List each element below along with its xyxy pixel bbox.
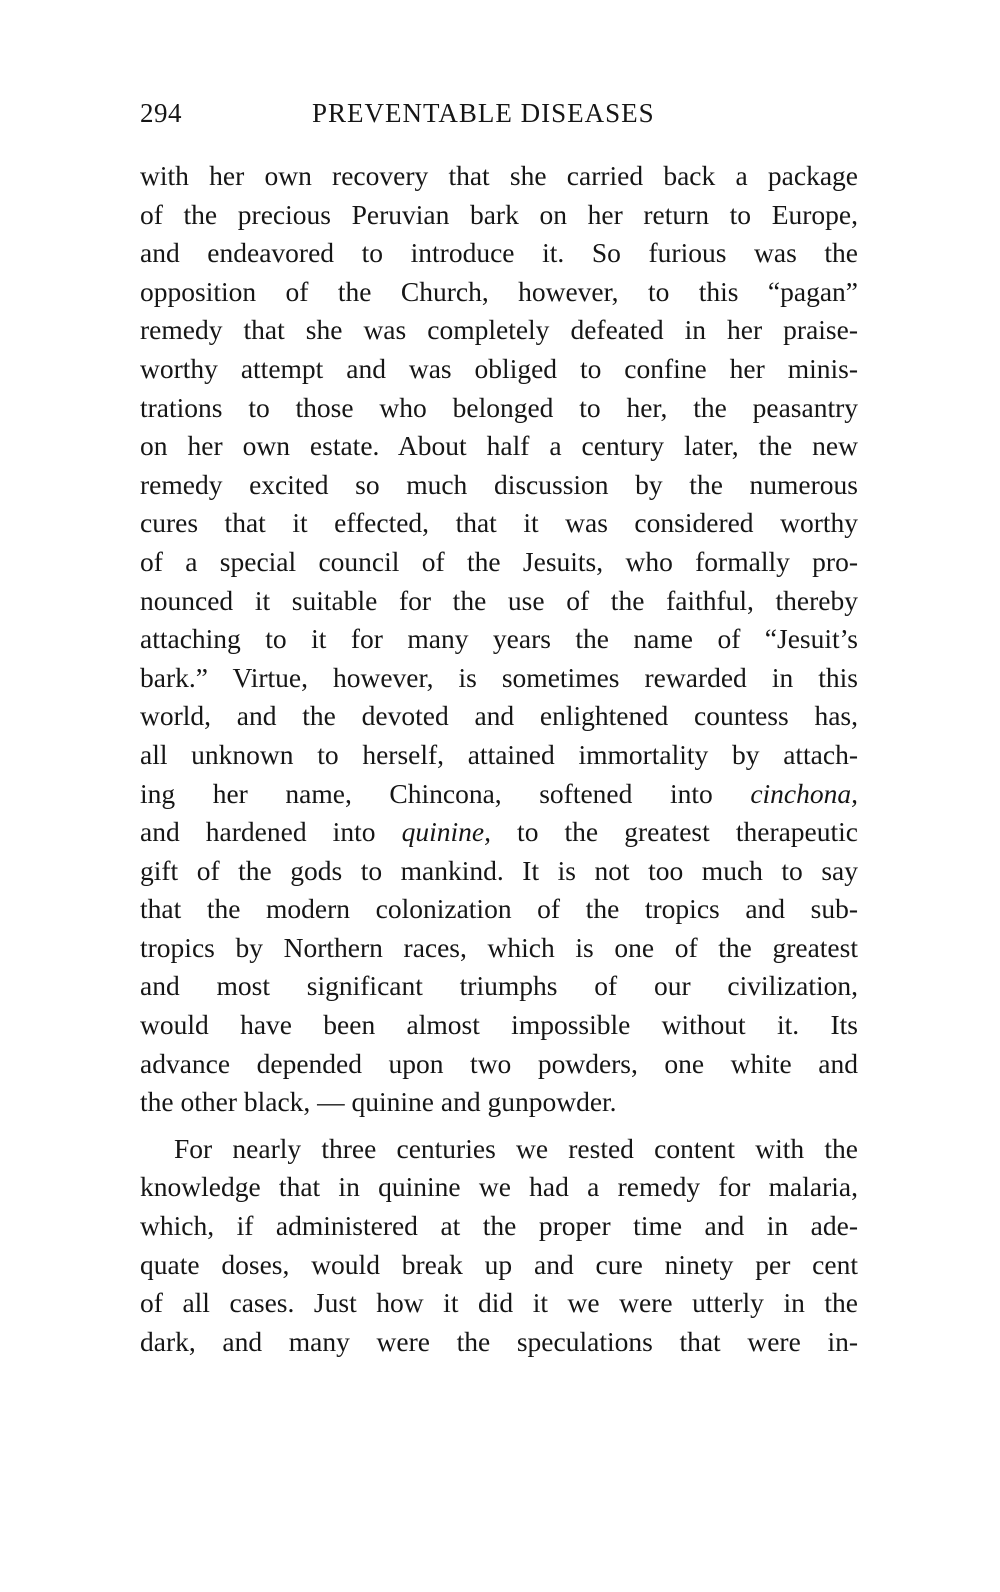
text-line: with her own recovery that she carried back a package — [140, 160, 858, 191]
text-line: would have been almost impossible without it. Its — [140, 1009, 858, 1041]
text-line: world, and the devoted and enlightened countess has, — [140, 700, 858, 732]
text-line: remedy that she was completely defeated in her praise- — [140, 314, 858, 346]
running-head — [140, 98, 860, 138]
paragraph-2 — [140, 1130, 858, 1362]
text-line: knowledge that in quinine we had a remedy for malaria, — [140, 1171, 858, 1203]
paragraph-1 — [140, 157, 858, 1122]
text-line-quinine — [140, 813, 858, 852]
text-line: advance depended upon two powders, one white and — [140, 1047, 858, 1079]
text-line: cures that it effected, that it was considered worthy — [140, 507, 858, 539]
text-line: trations to those who belonged to her, the peasantry — [140, 391, 858, 423]
text-line: of all cases. Just how it did it we were utterly in the — [140, 1287, 858, 1319]
text-line: all unknown to herself, attained immortality by attach- — [140, 738, 858, 770]
text-line: dark, and many were the speculations that were in- — [140, 1325, 858, 1357]
text-line: which, if administered at the proper time and in ade- — [140, 1210, 858, 1242]
text-line: and endeavored to introduce it. So furious was the — [140, 237, 858, 269]
text-line: attaching to it for many years the name of “Jesuit’s — [140, 623, 858, 655]
text-line: and most significant triumphs of our civilization, — [140, 970, 858, 1002]
text-line: on her own estate. About half a century later, the new — [140, 430, 858, 462]
text-line: quate doses, would break up and cure ninety per cent — [140, 1248, 858, 1280]
text-line-cinchona — [140, 775, 858, 814]
text-line: opposition of the Church, however, to this “pagan” — [140, 275, 858, 307]
page-number: 294 — [140, 98, 182, 128]
text-line: of a special council of the Jesuits, who formally pro- — [140, 545, 858, 577]
text-line: For nearly three centuries we rested content with the — [174, 1132, 858, 1164]
paragraph-gap — [140, 1122, 858, 1130]
text-line: of the precious Peruvian bark on her return to Europe, — [140, 198, 858, 230]
text-line: nounced it suitable for the use of the faithful, thereby — [140, 584, 858, 616]
line-segment: ing her name, Chincona, softened into — [140, 777, 751, 809]
text-line: remedy excited so much discussion by the numerous — [140, 468, 858, 500]
italic-term-cinchona: cinchona, — [750, 777, 858, 809]
text-line: bark.” Virtue, however, is sometimes rewarded in this — [140, 661, 858, 693]
body-text — [140, 157, 858, 1361]
italic-term-quinine: quinine, — [401, 816, 491, 848]
line-segment: to the greatest therapeutic — [490, 816, 859, 848]
text-line: worthy attempt and was obliged to confine her minis- — [140, 352, 858, 384]
text-line: tropics by Northern races, which is one of the greatest — [140, 931, 858, 963]
text-line: gift of the gods to mankind. It is not too much to say — [140, 854, 858, 886]
text-line: that the modern colonization of the tropics and sub- — [140, 893, 858, 925]
running-title: PREVENTABLE DISEASES — [312, 98, 655, 128]
text-line: the other black, — quinine and gunpowder. — [140, 1086, 617, 1118]
line-segment: and hardened into — [140, 816, 402, 848]
